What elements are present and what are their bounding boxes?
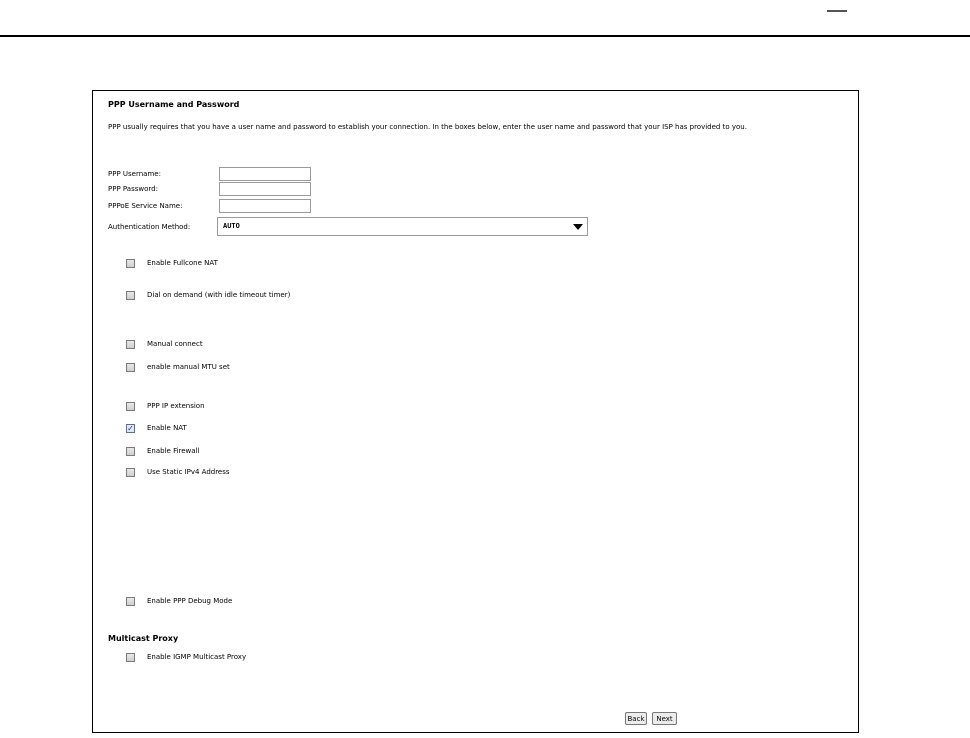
ppp-password-label: PPP Password: xyxy=(108,185,158,193)
chevron-down-icon xyxy=(573,224,583,230)
ppp-settings-panel xyxy=(92,90,859,733)
auth-method-label: Authentication Method: xyxy=(108,223,191,231)
ppp-username-label: PPP Username: xyxy=(108,170,161,178)
enable-nat-label: Enable NAT xyxy=(147,424,187,432)
multicast-proxy-title: Multicast Proxy xyxy=(108,634,179,643)
ppp-username-input[interactable] xyxy=(219,167,311,181)
manual-mtu-label: enable manual MTU set xyxy=(147,363,230,371)
manual-connect-label: Manual connect xyxy=(147,340,203,348)
manual-mtu-checkbox[interactable] xyxy=(126,363,135,372)
ppp-ip-extension-label: PPP IP extension xyxy=(147,402,205,410)
auth-method-select[interactable] xyxy=(217,217,588,236)
enable-firewall-label: Enable Firewall xyxy=(147,447,200,455)
dial-on-demand-checkbox[interactable] xyxy=(126,291,135,300)
auth-method-value: AUTO xyxy=(223,222,240,230)
ppp-password-input[interactable] xyxy=(219,182,311,196)
back-button[interactable]: Back xyxy=(625,712,647,725)
page-title: PPP Username and Password xyxy=(108,100,240,109)
dial-on-demand-label: Dial on demand (with idle timeout timer) xyxy=(147,291,291,299)
ppp-ip-extension-checkbox[interactable] xyxy=(126,402,135,411)
static-ipv4-checkbox[interactable] xyxy=(126,468,135,477)
fullcone-nat-label: Enable Fullcone NAT xyxy=(147,259,218,267)
pppoe-service-name-input[interactable] xyxy=(219,199,311,213)
enable-firewall-checkbox[interactable] xyxy=(126,447,135,456)
checkmark-icon: ✓ xyxy=(127,423,134,433)
pppoe-service-name-label: PPPoE Service Name: xyxy=(108,202,183,210)
igmp-proxy-checkbox[interactable] xyxy=(126,653,135,662)
minimize-icon[interactable] xyxy=(827,10,847,12)
enable-nat-checkbox[interactable] xyxy=(126,424,135,433)
manual-connect-checkbox[interactable] xyxy=(126,340,135,349)
next-button[interactable]: Next xyxy=(652,712,677,725)
ppp-debug-label: Enable PPP Debug Mode xyxy=(147,597,233,605)
fullcone-nat-checkbox[interactable] xyxy=(126,259,135,268)
top-divider xyxy=(0,35,970,37)
ppp-debug-checkbox[interactable] xyxy=(126,597,135,606)
page-description: PPP usually requires that you have a user name and password to establish your connection. In the boxes below, enter the user name and password that your ISP has provided to you. xyxy=(108,123,747,131)
igmp-proxy-label: Enable IGMP Multicast Proxy xyxy=(147,653,247,661)
static-ipv4-label: Use Static IPv4 Address xyxy=(147,468,230,476)
